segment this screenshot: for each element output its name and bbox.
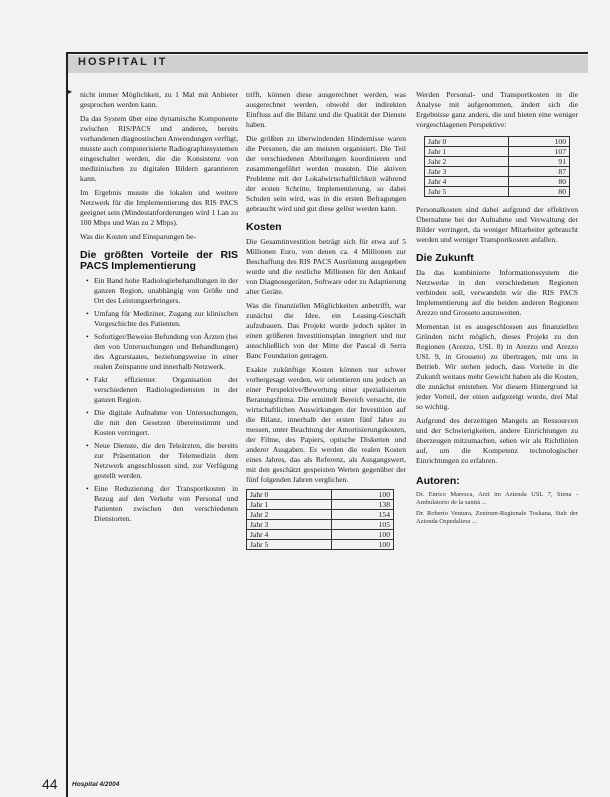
table-cell-label: Jahr 5 [247, 540, 332, 550]
list-item: • Umfang für Mediziner, Zugang zur klinischen Vorgeschichte des Patienten. [88, 309, 238, 329]
table-cell-value: 91 [509, 157, 570, 167]
authors-list [416, 491, 578, 526]
table-row [425, 187, 570, 197]
table-cell-label: Jahr 3 [425, 167, 509, 177]
table-cell-value: 138 [332, 500, 394, 510]
paragraph: Da das kombinierte Informationssystem die Netzwerke in den verschiedenen Regionen verbinden soll, verwandeln wir die RIS PACS Implementierung auf die beiden anderen Regionen Arezzo und Grosseto auszuweiten. [416, 268, 578, 317]
table-row [247, 500, 394, 510]
paragraph: Was die Kosten und Einsparungen be- [80, 232, 197, 241]
paragraph: Im Ergebnis musste die lokalen und weitere Netzwerk für die Implementierung des RIS PACS geeignet sein (Mindestanforderungen wird 1 Lan zu 100 Mbps und Wan zu 2 Mbps). [80, 188, 238, 227]
page-margin-rule [66, 52, 68, 797]
list-item: • Die digitale Aufnahme von Untersuchungen, die mit den Gesetzen übereinstimmt und Kosten verringert. [88, 408, 238, 438]
paragraph: Aufgrund des derzeitigen Mangels an Ressourcen und der Schwierigkeiten, andere Einrichtungen zu überzeugen mitzumachen, sehen wir als Richtlinien auf, um die Kompetenz technologischer Einrichtungen zu erfahren. [416, 416, 578, 465]
table-cell-value: 80 [509, 177, 570, 187]
table-cell-label: Jahr 4 [247, 530, 332, 540]
table-row [425, 137, 570, 147]
section-heading: Kosten [246, 221, 282, 233]
table-row [425, 157, 570, 167]
section-title: HOSPITAL IT [78, 56, 168, 68]
table-cell-label: Jahr 1 [247, 500, 332, 510]
paragraph: Die größten zu überwindenden Hindernisse waren die Personen, die am meisten organisiert. Die Teil der verschiedenen Abteilungen koordinieren und zusammengeführt werden mussten. Die aktiven Probleme mit der Lokalwirtschaftlichkeit während der ersten Schritte, Implementierung, so dabei Schulen sein wird, was in die ersten Befragungen gebraucht wird und gut diese gelöst werden kann. [246, 134, 406, 213]
table-row [425, 167, 570, 177]
table-row [247, 520, 394, 530]
table-row [425, 147, 570, 157]
table-row [425, 177, 570, 187]
magazine-issue: Hospital 4/2004 [72, 781, 120, 788]
column-1 [80, 90, 238, 527]
table-cell-value: 100 [509, 137, 570, 147]
section-heading: Die Zukunft [416, 252, 474, 264]
table-cell-label: Jahr 1 [425, 147, 509, 157]
paragraph: trifft, können diese ausgerechnet werden, was ausgerechnet werden, obwohl der indirekten Einfluss auf die Bilanz und die Qualität der Dienste haben. [246, 90, 406, 129]
table-cell-label: Jahr 3 [247, 520, 332, 530]
page-number: 44 [42, 776, 58, 792]
author-entry: Dr. Roberto Ventura, Zentrum-Regionale Toskana, Stab der Azienda Ospedaliera ... [416, 510, 578, 525]
table-cell-value: 100 [332, 490, 394, 500]
header-rule [68, 52, 588, 54]
paragraph: Momentan ist es ausgeschlossen aus finanziellen Gründen nicht möglich, dieses Projekt zu den Regionen (Arezzo, USL 8) in Arezzo und Arezzo USL 9, in Grosseto) zu übertragen, mit uns in Betrieb. Wir stehen jedoch, dass Vorteile in die Zukunft weitaus mehr Gewicht haben als die Kosten, die zunächst entstehen. Vor diesem Hintergrund ist jeder Vorteil, der einen aufgezeigt wurde, drei Mal so wichtig. [416, 322, 578, 411]
table-cell-value: 105 [332, 520, 394, 530]
section-heading: Die größten Vorteile der RIS PACS Implementierung [80, 249, 238, 272]
table-cell-value: 80 [509, 187, 570, 197]
author-entry: Dr. Enrico Maresca, Arzt im Azienda USL 7, Siena - Ambulatorio de la sanità ... [416, 491, 578, 506]
footer-rule [66, 770, 68, 792]
table-cell-label: Jahr 2 [425, 157, 509, 167]
list-item: • Fakt effizienter Organisation der verschiedenen Radiologiediensten in der ganzen Region. [88, 375, 238, 405]
total-cost-table [424, 136, 570, 197]
paragraph: Exakte zukünftige Kosten können nur schwer vorhergesagt werden, wir orientieren uns jedoch an einer Perspektive/Bewertung einer spezialisierten Beratungsfirma. Die ermittelt Bereich versucht, die wirtschaftlichen Auswirkungen der Investition auf die Bilanz, innerhalb der ersten fünf Jahre zu messen, unter Beachtung der Amortisierungskosten, der Filme, des Papiers, optische Disketten und anderer Ausgaben. Es werden die realen Kosten eines Jahres, das als Referenz, als Ausgangswert, mit den geschätzt gespeisten Werten gegenüber der fünf folgenden Jahren verglichen. [246, 365, 406, 484]
benefits-list [80, 276, 238, 524]
table-cell-value: 154 [332, 510, 394, 520]
continuation-marker: ▸ [68, 87, 73, 96]
paragraph: Werden Personal- und Transportkosten in die Analyse mit aufgenommen, ändert sich die Ergebnisse ganz anders, die und bieten eine weniger vorgeschlagenen Perspektive: [416, 90, 578, 129]
table-row [247, 540, 394, 550]
authors-heading: Autoren: [416, 475, 460, 487]
list-item: • Sofortiger/Beweise Befundung von Ärzten (bei den von Untersuchungen und Behandlungen) des Agrarstaates, beziehungsweise in einer realen Zeitspanne und innerhalb Netzwerk. [88, 332, 238, 372]
list-item: • Eine Reduzierung der Transportkosten in Bezug auf den Verkehr von Personal und Patienten zwischen den verschiedenen Dienstorten. [88, 484, 238, 524]
cost-table [246, 489, 394, 550]
table-cell-value: 107 [509, 147, 570, 157]
table-cell-label: Jahr 5 [425, 187, 509, 197]
paragraph: Personalkosten sind dabei aufgrund der effektiven Übernahme bei der Aufnahme und Verwaltung der Bilder verringert, da weniger Mitarbeiter gebraucht werden und weniger Transportkosten anfallen. [416, 205, 578, 244]
paragraph: Die Gesamtinvestition beträgt sich für etwa auf 5 Millionen Euro, von denen ca. 4 Millionen zur Beschaffung des RIS PACS Ausrüstung ausgegeben wurde und die restliche Millionen für den Ankauf von Diagnosegeräten, Software oder zu Adaptierung alter Geräte. [246, 237, 406, 296]
table-cell-label: Jahr 2 [247, 510, 332, 520]
table-cell-value: 100 [332, 540, 394, 550]
table-row [247, 530, 394, 540]
list-item: • Neue Dienste, die den Teleärzten, die bereits zur Präsentation der Telemedizin dem Netzwerk angeschlossen sind, zur Verfügung gestellt werden. [88, 441, 238, 481]
column-3 [416, 90, 578, 529]
paragraph: Da das System über eine dynamische Komponente zwischen RIS/PACS und anderen, bereits vorhandenen diagnostischen Anwendungen verfügt, musste auch computerisierte Radiographiesystemen eingeschaltet werden, die die Konsistenz von medizinischen zu digitalen Bildern garantieren kann. [80, 114, 238, 183]
paragraph: Was die finanziellen Möglichkeiten anbetrifft, war zunächst die Idee, ein Leasing-Geschäft aufzubauen. Das Projekt wurde jedoch später in einen größeren Investitionsplan integriert und nur ausschließlich von der Mitte der Pascal di Serra Banc Foundation getragen. [246, 301, 406, 360]
table-cell-value: 87 [509, 167, 570, 177]
column-2 [246, 90, 406, 550]
table-cell-label: Jahr 0 [247, 490, 332, 500]
table-row [247, 510, 394, 520]
paragraph: nicht immer Möglichkeit, zu 1 Mal mit Anbieter gesprochen werden kann. [80, 90, 238, 109]
table-cell-label: Jahr 0 [425, 137, 509, 147]
list-item: • Ein Band hohe Radiologiebehandlungen in der ganzen Region, unabhängig von Größe und Ort des Leistungserbringers. [88, 276, 238, 306]
table-cell-value: 100 [332, 530, 394, 540]
table-cell-label: Jahr 4 [425, 177, 509, 187]
table-row [247, 490, 394, 500]
